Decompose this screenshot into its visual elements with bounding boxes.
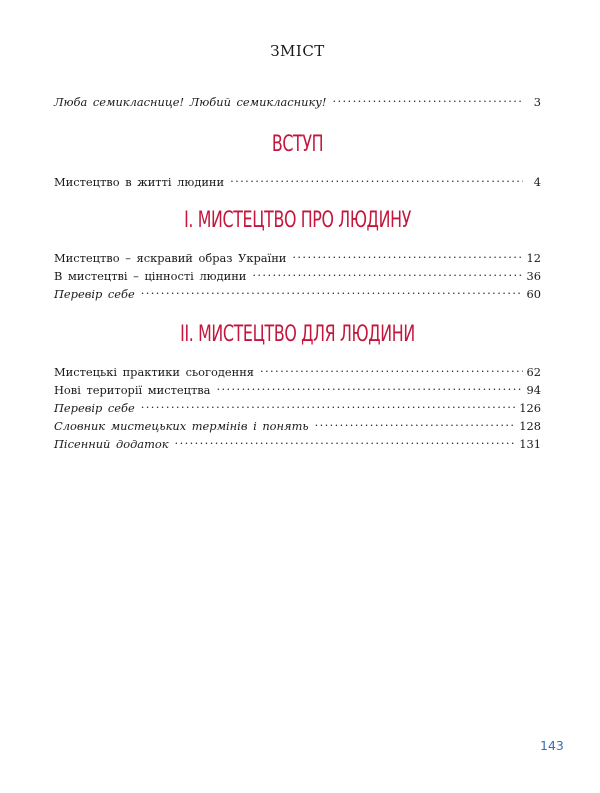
toc-entry-page: 12 [526,251,541,265]
toc-entry-label: Перевір себе [54,401,135,415]
toc-leader-dots [175,432,516,448]
page-number: 143 [540,738,564,753]
toc-entry[interactable] [54,264,541,283]
toc-leader-dots [260,360,523,376]
toc-leader-dots [332,90,523,106]
toc-entry-label: Пісенний додаток [54,437,169,451]
toc-entry[interactable] [54,378,541,397]
toc-entry-page: 4 [533,175,541,189]
toc-entry[interactable] [54,414,541,433]
toc-entry[interactable] [54,246,541,265]
toc-leader-dots [315,414,516,430]
toc-entry-label: Мистецтво в житті людини [54,175,225,189]
toc-leader-dots [230,170,523,186]
page-title: ЗМІСТ [270,42,325,60]
toc-entry[interactable] [54,360,541,379]
toc-entry-page: 3 [533,95,541,109]
toc-leader-dots [292,246,522,262]
toc-entry-page: 94 [526,383,541,397]
toc-entry[interactable] [54,170,541,189]
toc-entry-page: 60 [526,287,541,301]
section-heading-part-2: ІІ. МИСТЕЦТВО ДЛЯ ЛЮДИНИ [180,322,415,347]
toc-entry-label: Мистецтво – яскравий образ України [54,251,287,265]
toc-entry-label: Нові території мистецтва [54,383,211,397]
section-heading-intro: ВСТУП [271,132,324,157]
toc-entry[interactable] [54,282,541,301]
toc-entry-label: Словник мистецьких термінів і понять [54,419,309,433]
toc-entry[interactable] [54,432,541,451]
toc-entry-page: 131 [519,437,541,451]
toc-leader-dots [252,264,522,280]
toc-entry-page: 126 [519,401,541,415]
toc-entry-intro[interactable] [54,90,541,109]
toc-leader-dots [141,282,523,298]
toc-entry-page: 62 [526,365,541,379]
section-heading-part-1: І. МИСТЕЦТВО ПРО ЛЮДИНУ [184,208,411,233]
toc-leader-dots [216,378,522,394]
toc-entry-label: В мистецтві – цінності людини [54,269,247,283]
toc-leader-dots [141,396,516,412]
toc-entry-label: Перевір себе [54,287,135,301]
toc-entry-page: 36 [526,269,541,283]
toc-entry-label: Мистецькі практики сьогодення [54,365,254,379]
toc-entry[interactable] [54,396,541,415]
toc-entry-label: Люба семикласнице! Любий семикласнику! [54,95,327,109]
toc-entry-page: 128 [519,419,541,433]
